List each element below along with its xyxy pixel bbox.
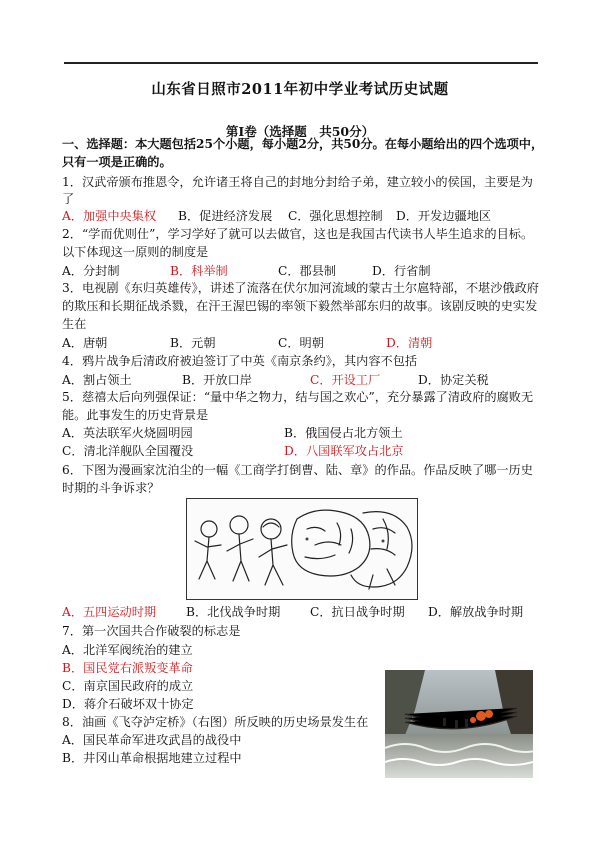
q5-option-c: C．清北洋舰队全国覆没: [62, 444, 194, 458]
q7-option-a: A．北洋军阀统治的建立: [62, 643, 193, 657]
top-rule: [64, 62, 538, 64]
q6-stem-line-2: 时期的斗争诉求？: [62, 481, 160, 495]
q7-stem: 7．第一次国共合作破裂的标志是: [62, 624, 241, 638]
q6-option-d: D．解放战争时期: [428, 605, 524, 619]
q2-option-d: D．行省制: [372, 264, 431, 278]
q5-option-b: B．俄国侵占北方领土: [284, 426, 403, 440]
q4-option-c: C．开设工厂: [310, 373, 381, 387]
q1-option-b: B．促进经济发展: [178, 209, 273, 223]
q2-stem-line-1: 2．“学而优则仕”，学习学好了就可以去做官，这也是我国古代读书人毕生追求的目标。: [62, 227, 534, 241]
q1-option-d: D．开发边疆地区: [396, 209, 492, 223]
q4-stem: 4．鸦片战争后清政府被迫签订了中英《南京条约》，其内容不包括: [62, 354, 418, 368]
q3-stem-line-2: 的欺压和长期征战杀戮，在汗王渥巴锡的率领下毅然举部东归的故事。该剧反映的史实发: [62, 299, 538, 313]
q8-option-b: B．井冈山革命根据地建立过程中: [62, 751, 242, 765]
q2-stem-line-2: 以下体现这一原则的制度是: [62, 245, 209, 259]
q3-option-a: A．唐朝: [62, 336, 108, 350]
q4-option-a: A．割占领土: [62, 373, 132, 387]
cartoon-drawing: [187, 499, 417, 599]
instructions-line-2: 只有一项是正确的。: [62, 155, 172, 169]
instructions-line-1: 一、选择题：本大题包括25个小题，每小题2分，共50分。在每小题给出的四个选项中，: [62, 137, 544, 151]
q2-option-b: B．科举制: [170, 264, 228, 278]
q7-option-c: C．南京国民政府的成立: [62, 679, 194, 693]
q3-option-d: D．清朝: [386, 336, 433, 350]
q8-option-a: A．国民革命军进攻武昌的战役中: [62, 733, 242, 747]
q3-option-c: C．明朝: [278, 336, 324, 350]
q3-option-b: B．元朝: [170, 336, 216, 350]
q5-option-a: A．英法联军火烧圆明园: [62, 426, 193, 440]
painting-photo: [385, 670, 533, 778]
q2-option-c: C．郡县制: [278, 264, 337, 278]
q3-stem-line-3: 生在: [62, 317, 87, 331]
cartoon-illustration: [186, 498, 418, 600]
q4-option-b: B．开放口岸: [182, 373, 252, 387]
q8-stem: 8．油画《飞夺泸定桥》（右图）所反映的历史场景发生在: [62, 715, 369, 729]
q6-option-c: C．抗日战争时期: [310, 605, 405, 619]
q2-option-a: A．分封制: [62, 264, 120, 278]
q1-stem-line-1: 1．汉武帝颁布推恩令，允许诸王将自己的封地分封给子弟，建立较小的侯国，主要是为: [62, 175, 533, 189]
q6-stem-line-1: 6．下图为漫画家沈泊尘的一幅《工商学打倒曹、陆、章》的作品。作品反映了哪一历史: [62, 463, 533, 477]
q7-option-d: D．蒋介石破坏双十协定: [62, 697, 194, 711]
q3-stem-line-1: 3．电视剧《东归英雄传》，讲述了流落在伏尔加河流域的蒙古土尔扈特部，不堪沙俄政府: [62, 281, 539, 295]
painting-drawing: [385, 670, 533, 778]
page-title: 山东省日照市2011年初中学业考试历史试题: [151, 81, 449, 98]
q1-stem-line-2: 了: [62, 192, 75, 206]
q5-option-d: D．八国联军攻占北京: [284, 444, 404, 458]
q5-stem-line-2: 能。此事发生的历史背景是: [62, 408, 209, 422]
q4-option-d: D．协定关税: [418, 373, 489, 387]
q6-option-a: A．五四运动时期: [62, 605, 157, 619]
section-heading: 第Ⅰ卷（选择题 共50分）: [225, 124, 375, 139]
q1-option-a: A．加强中央集权: [62, 209, 157, 223]
q5-stem-line-1: 5．慈禧太后向列强保证：“量中华之物力，结与国之欢心”，充分暴露了清政府的腐败无: [62, 390, 534, 404]
q1-option-c: C．强化思想控制: [288, 209, 383, 223]
q7-option-b: B．国民党右派叛变革命: [62, 661, 193, 675]
q6-option-b: B．北伐战争时期: [186, 605, 281, 619]
